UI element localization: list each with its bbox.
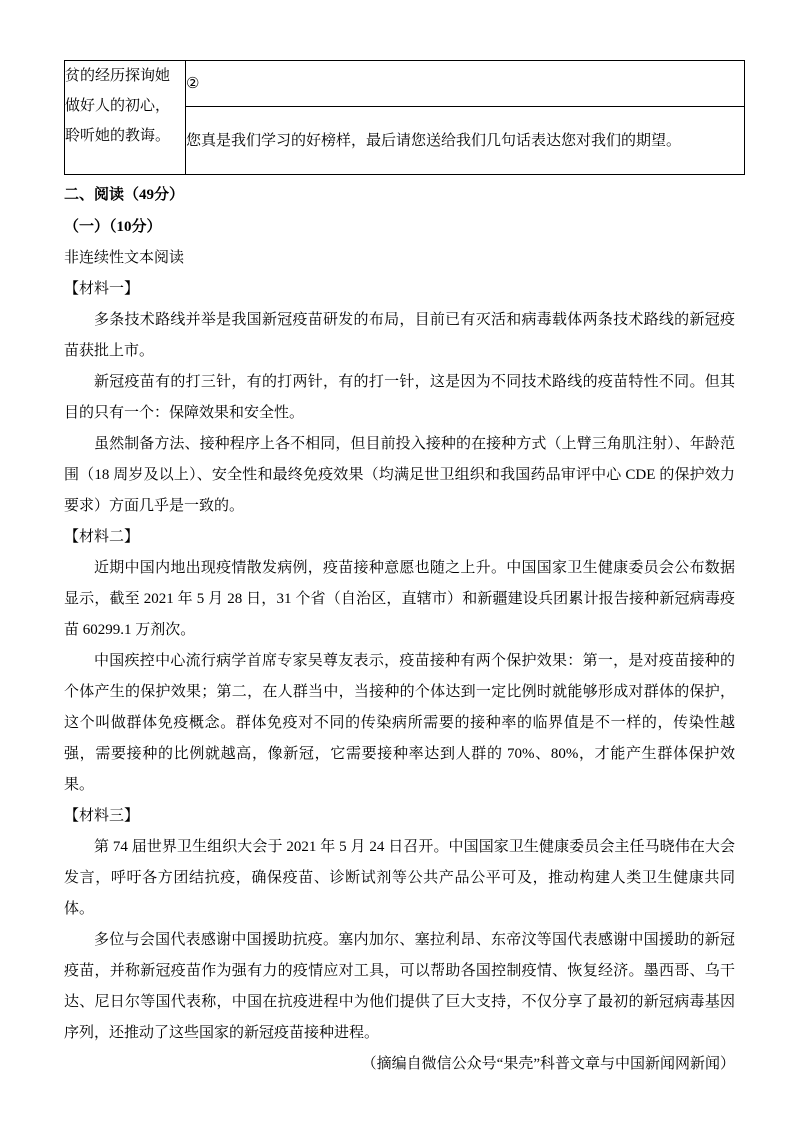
- reading-section: [64, 179, 735, 1080]
- table-cell-answer-blank-2: ②: [186, 61, 745, 107]
- section-heading: 二、阅读（49分）: [64, 187, 185, 203]
- material-2-label: 【材料二】: [64, 529, 140, 545]
- table-cell-left-text: [65, 61, 186, 175]
- material-2-paragraph-2: 中国疾控中心流行病学首席专家吴尊友表示，疫苗接种有两个保护效果：第一，是对疫苗接种的个体产生的保护效果；第二，在人群当中，当接种的个体达到一定比例时就能够形成对群体的保护，这个叫做群体免疫概念。群体免疫对不同的传染病所需要的接种率的临界值是不一样的，传染性越强，需要接种的比例就越高，像新冠，它需要接种率达到人群的 70%、80%，才能产生群体保护效果。: [64, 653, 735, 793]
- material-3-paragraph-2: 多位与会国代表感谢中国援助抗疫。塞内加尔、塞拉利昂、东帝汶等国代表感谢中国援助的新冠疫苗，并称新冠疫苗作为强有力的疫情应对工具，可以帮助各国控制疫情、恢复经济。墨西哥、乌干达、尼日尔等国代表称，中国在抗疫进程中为他们提供了巨大支持，不仅分享了最初的新冠病毒基因序列，还推动了这些国家的新冠疫苗接种进程。: [64, 932, 735, 1041]
- source-citation: （摘编自微信公众号“果壳”科普文章与中国新闻网新闻）: [361, 1056, 735, 1072]
- table-left-line-2: 做好人的初心，: [65, 98, 171, 114]
- page-content: [64, 60, 745, 1080]
- table-left-line-1: 贫的经历探询她: [65, 68, 171, 84]
- table-cell-question-text: 您真是我们学习的好榜样，最后请您送给我们几句话表达您对我们的期望。: [186, 107, 745, 175]
- table-left-line-3: 聆听她的教诲。: [65, 128, 171, 144]
- material-3-label: 【材料三】: [64, 808, 140, 824]
- material-1-paragraph-3: 虽然制备方法、接种程序上各不相同，但目前投入接种的在接种方式（上臂三角肌注射）、年龄范围（18 周岁及以上）、安全性和最终免疫效果（均满足世卫组织和我国药品审评中心 CDE 的保护效力要求）方面几乎是一致的。: [64, 436, 735, 514]
- material-1-label: 【材料一】: [64, 281, 140, 297]
- material-3-paragraph-1: 第 74 届世界卫生组织大会于 2021 年 5 月 24 日召开。中国国家卫生健康委员会主任马晓伟在大会发言，呼吁各方团结抗疫，确保疫苗、诊断试剂等公共产品公平可及，推动构建人类卫生健康共同体。: [64, 839, 735, 917]
- material-2-paragraph-1: 近期中国内地出现疫情散发病例，疫苗接种意愿也随之上升。中国国家卫生健康委员会公布数据显示，截至 2021 年 5 月 28 日，31 个省（自治区，直辖市）和新疆建设兵团累计报告接种新冠病毒疫苗 60299.1 万剂次。: [64, 560, 735, 638]
- material-1-paragraph-2: 新冠疫苗有的打三针，有的打两针，有的打一针，这是因为不同技术路线的疫苗特性不同。但其目的只有一个：保障效果和安全性。: [64, 374, 735, 421]
- subsection-heading: （一）（10分）: [64, 219, 162, 235]
- continuation-table: [64, 60, 745, 175]
- reading-type-label: 非连续性文本阅读: [64, 250, 185, 266]
- material-1-paragraph-1: 多条技术路线并举是我国新冠疫苗研发的布局，目前已有灭活和病毒载体两条技术路线的新冠疫苗获批上市。: [64, 312, 735, 359]
